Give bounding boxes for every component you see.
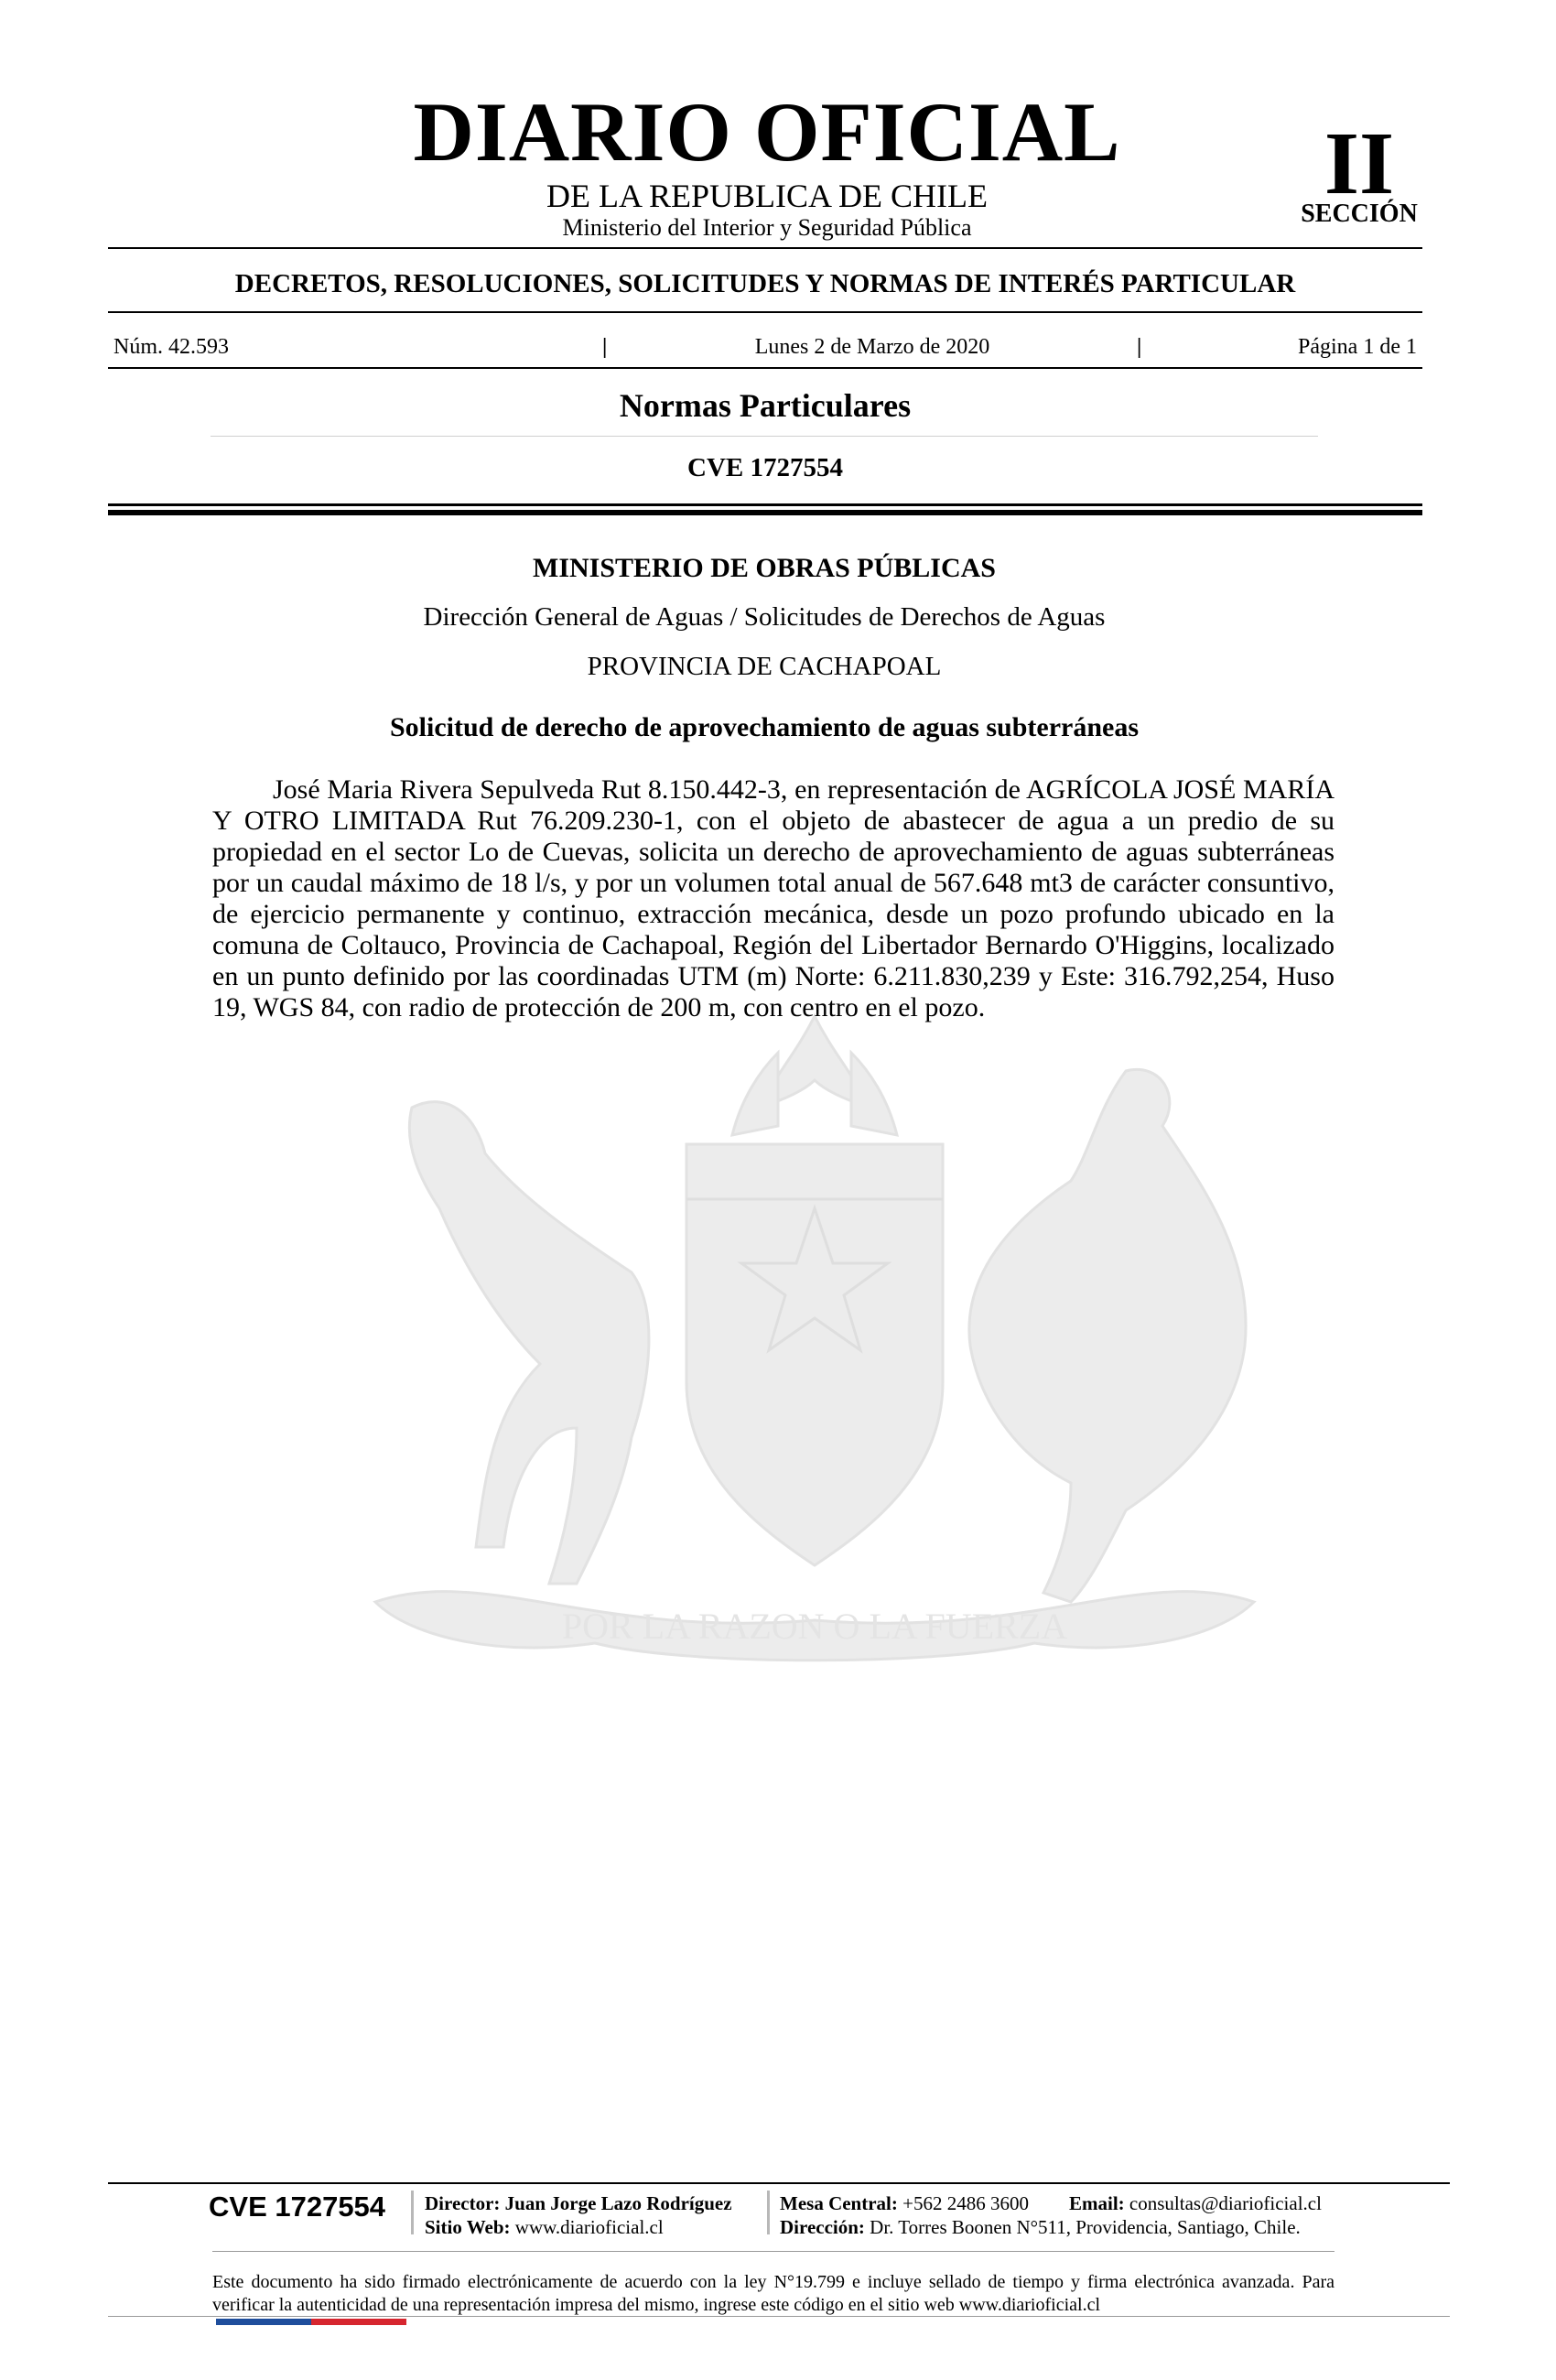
header-rule-bottom <box>108 367 1422 369</box>
legal-notice: Este documento ha sido firmado electrónicamente de acuerdo con la ley N°19.799 e incluye sellado de tiempo y firma electrónica avanzada. Para verificar la autenticidad de una representación impresa del mismo, ingrese este código en el sitio web www.diarioficial.cl <box>212 2272 1334 2315</box>
issue-date: Lunes 2 de Marzo de 2020 <box>754 335 990 359</box>
address-value: Dr. Torres Boonen N°511, Providencia, Santiago, Chile. <box>870 2216 1301 2238</box>
section-number: II <box>1324 114 1395 213</box>
watermark-motto: POR LA RAZON O LA FUERZA <box>561 1606 1068 1647</box>
issue-separator: | <box>602 335 608 359</box>
footer-divider <box>411 2191 414 2234</box>
website-link[interactable]: www.diarioficial.cl <box>514 2216 664 2238</box>
footer-director <box>425 2191 732 2215</box>
footer-email <box>1069 2191 1322 2215</box>
footer-website <box>425 2215 664 2239</box>
email-link[interactable]: consultas@diarioficial.cl <box>1129 2192 1322 2214</box>
header-rule-top <box>108 247 1422 249</box>
section-divider <box>211 436 1318 437</box>
double-rule-thin <box>108 503 1422 506</box>
header-rule-middle <box>108 311 1422 313</box>
issue-separator: | <box>1137 335 1142 359</box>
footer-rule-inner <box>212 2251 1334 2252</box>
footer-phone <box>780 2191 1029 2215</box>
address-label: Dirección: <box>780 2216 865 2238</box>
document-subject: Solicitud de derecho de aprovechamiento de aguas subterráneas <box>389 712 1140 742</box>
section-title: Normas Particulares <box>619 387 912 424</box>
masthead-subtitle: DE LA REPUBLICA DE CHILE <box>546 178 988 214</box>
cve-header: CVE 1727554 <box>687 453 843 482</box>
footer-rule-bottom <box>108 2316 1450 2317</box>
coat-of-arms-icon <box>302 998 1327 1693</box>
masthead-ministry: Ministerio del Interior y Seguridad Pública <box>562 214 972 241</box>
document-ministry: MINISTERIO DE OBRAS PÚBLICAS <box>533 553 996 583</box>
flag-stripe-red <box>311 2319 406 2325</box>
footer-address <box>780 2215 1301 2239</box>
issue-info-row <box>108 333 1422 361</box>
masthead-title: DIARIO OFICIAL <box>413 85 1121 178</box>
flag-stripe-blue <box>216 2319 311 2325</box>
footer-cve: CVE 1727554 <box>209 2191 386 2223</box>
footer-divider <box>767 2191 770 2234</box>
category-heading: DECRETOS, RESOLUCIONES, SOLICITUDES Y NORMAS DE INTERÉS PARTICULAR <box>234 269 1296 298</box>
document-body: José Maria Rivera Sepulveda Rut 8.150.442-3, en representación de AGRÍCOLA JOSÉ MARÍA Y OTRO LIMITADA Rut 76.209.230-1, con el objeto de abastecer de agua a un predio de su propiedad en el sector Lo de Cuevas, solicita un derecho de aprovechamiento de aguas subterráneas por un caudal máximo de 18 l/s, y por un volumen total anual de 567.648 mt3 de carácter consuntivo, de ejercicio permanente y continuo, extracción mecánica, desde un pozo profundo ubicado en la comuna de Coltauco, Provincia de Cachapoal, Región del Libertador Bernardo O'Higgins, localizado en un punto definido por las coordinadas UTM (m) Norte: 6.211.830,239 y Este: 316.792,254, Huso 19, WGS 84, con radio de protección de 200 m, con centro en el pozo. <box>212 774 1334 1022</box>
document-direction: Dirección General de Aguas / Solicitudes de Derechos de Aguas <box>423 602 1106 632</box>
issue-number: Núm. 42.593 <box>113 335 229 359</box>
website-label: Sitio Web: <box>425 2216 511 2238</box>
director-name: Juan Jorge Lazo Rodríguez <box>504 2192 732 2214</box>
phone-number: +562 2486 3600 <box>902 2192 1029 2214</box>
section-label: SECCIÓN <box>1301 200 1418 228</box>
footer-rule-top <box>108 2182 1450 2184</box>
phone-label: Mesa Central: <box>780 2192 898 2214</box>
double-rule-thick <box>108 510 1422 515</box>
page-indicator: Página 1 de 1 <box>1298 335 1417 359</box>
document-province: PROVINCIA DE CACHAPOAL <box>587 652 942 681</box>
director-label: Director: <box>425 2192 501 2214</box>
email-label: Email: <box>1069 2192 1125 2214</box>
